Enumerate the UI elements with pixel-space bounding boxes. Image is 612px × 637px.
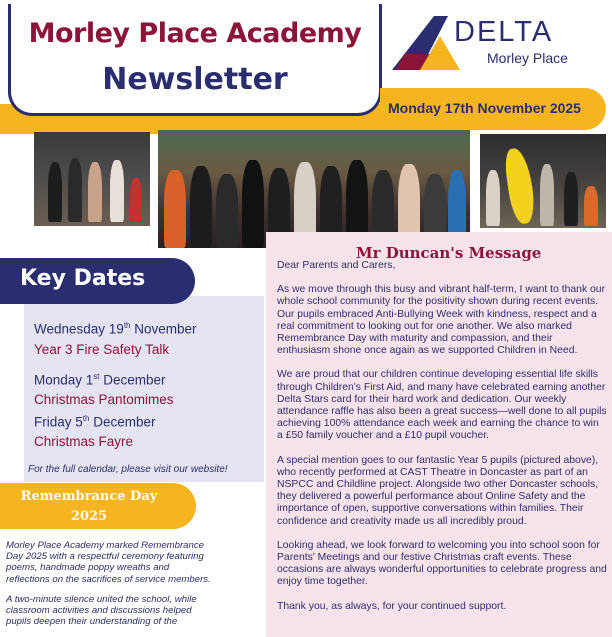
school-name: Morley Place Academy <box>28 18 362 49</box>
school-photo-left <box>34 132 150 226</box>
newsletter-title: Newsletter <box>102 62 288 97</box>
message-title: Mr Duncan's Message <box>356 244 542 262</box>
message-paragraph: Looking ahead, we look forward to welcoming you into school soon for Parents' Meetings and our festive Christmas craft events. These occasions are always wonderful opportunities to celebrate progress and enjoy time together. <box>277 539 607 588</box>
message-paragraph: We are proud that our children continue developing essential life skills through Children's First Aid, and many have celebrated earning another Delta Stars card for their hard work and dedication. Our weekly attendance raffle has also been a great success—well done to all pupils achieving 100% attendance each week and earning the chance to win a £50 family voucher and a £10 pupil voucher. <box>277 369 607 442</box>
message-paragraph: A special mention goes to our fantastic Year 5 pupils (pictured above), who recently performed at CAST Theatre in Doncaster as part of an NSPCC and Childline project. Alongside two other Doncaster schools, they delivered a powerful performance about Online Safety and the importance of open, supportive conversations within families. Their confidence and creativity made us all incredibly proud. <box>277 454 599 527</box>
title-panel <box>8 4 382 116</box>
key-date-event: Year 3 Fire Safety Talk <box>34 342 170 357</box>
logo-subtitle: Morley Place <box>487 50 568 66</box>
year5-group-photo <box>158 130 470 248</box>
message-paragraph: Thank you, as always, for your continued support. <box>277 600 507 612</box>
logo-wordmark: DELTA <box>454 16 554 48</box>
message-body <box>277 260 607 625</box>
school-photo-right <box>480 134 606 228</box>
remembrance-paragraph: A two-minute silence united the school, while classroom activities and discussions helped pupils deepen their understanding of the <box>6 593 197 628</box>
banana-costume <box>503 147 537 226</box>
key-dates-title: Key Dates <box>20 266 146 291</box>
key-date: Wednesday 19th November <box>34 321 197 337</box>
key-date: Friday 5th December <box>34 414 156 430</box>
remembrance-body <box>6 540 212 636</box>
key-date-event: Christmas Fayre <box>34 434 134 449</box>
remembrance-paragraph: Morley Place Academy marked Remembrance Day 2025 with a respectful ceremony featuring poems, handmade poppy wreaths and reflections on the sacrifices of service members. <box>6 540 211 585</box>
message-paragraph: As we move through this busy and vibrant half-term, I want to thank our whole school community for the positivity shown during recent events. Our pupils embraced Anti-Bullying Week with kindness, respect and a real commitment to looking out for one another. We also marked Remembrance Day with maturity and compassion, and their enthusiasm shone once again as we supported Children in Need. <box>277 284 606 357</box>
key-date: Monday 1st December <box>34 372 166 388</box>
newsletter-date: Monday 17th November 2025 <box>388 100 581 116</box>
remembrance-title: Remembrance Day 2025 <box>20 489 158 524</box>
message-paragraph: Dear Parents and Carers, <box>277 260 396 271</box>
key-date-event: Christmas Pantomimes <box>34 392 174 407</box>
calendar-note: For the full calendar, please visit our website! <box>28 464 228 475</box>
